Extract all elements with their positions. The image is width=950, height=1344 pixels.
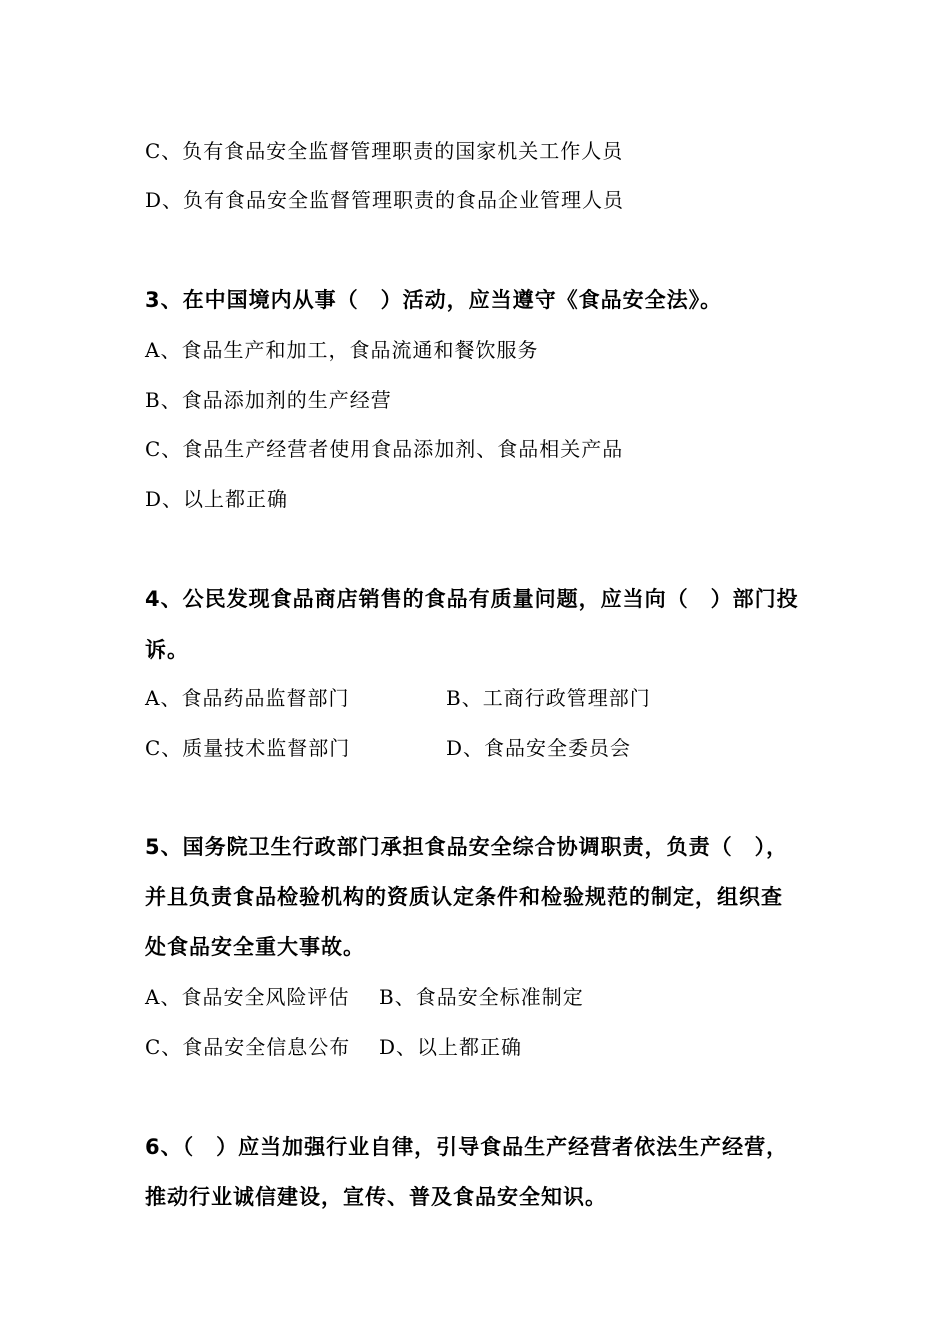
q5-question-line-1: 5、国务院卫生行政部门承担食品安全综合协调职责，负责（ ），	[145, 835, 789, 859]
q3-question: 3、在中国境内从事（ ）活动，应当遵守《食品安全法》。	[145, 288, 723, 312]
q6-question-line-2: 推动行业诚信建设，宣传、普及食品安全知识。	[145, 1185, 607, 1209]
q5-question-line-3: 处食品安全重大事故。	[145, 935, 365, 959]
q3-option-c: C、食品生产经营者使用食品添加剂、食品相关产品	[145, 437, 624, 461]
q2-option-d: D、负有食品安全监督管理职责的食品企业管理人员	[145, 188, 625, 212]
q2-option-c: C、负有食品安全监督管理职责的国家机关工作人员	[145, 139, 624, 163]
q3-option-a: A、食品生产和加工，食品流通和餐饮服务	[145, 338, 539, 362]
q4-option-c: C、质量技术监督部门	[145, 736, 351, 760]
q5-option-a: A、食品安全风险评估	[145, 985, 350, 1009]
q5-option-c: C、食品安全信息公布	[145, 1035, 351, 1059]
q5-option-b: B、食品安全标准制定	[379, 985, 584, 1009]
q4-option-a: A、食品药品监督部门	[145, 686, 350, 710]
q4-option-d: D、食品安全委员会	[446, 736, 632, 760]
q4-option-b: B、工商行政管理部门	[446, 686, 651, 710]
q6-question-line-1: 6、（ ）应当加强行业自律，引导食品生产经营者依法生产经营，	[145, 1135, 789, 1159]
q5-question-line-2: 并且负责食品检验机构的资质认定条件和检验规范的制定，组织查	[145, 885, 783, 909]
q3-option-b: B、食品添加剂的生产经营	[145, 388, 392, 412]
q4-question-line-1: 4、公民发现食品商店销售的食品有质量问题，应当向（ ）部门投	[145, 587, 799, 611]
q5-option-d: D、以上都正确	[379, 1035, 523, 1059]
q3-option-d: D、以上都正确	[145, 487, 289, 511]
q4-question-line-2: 诉。	[145, 638, 189, 662]
